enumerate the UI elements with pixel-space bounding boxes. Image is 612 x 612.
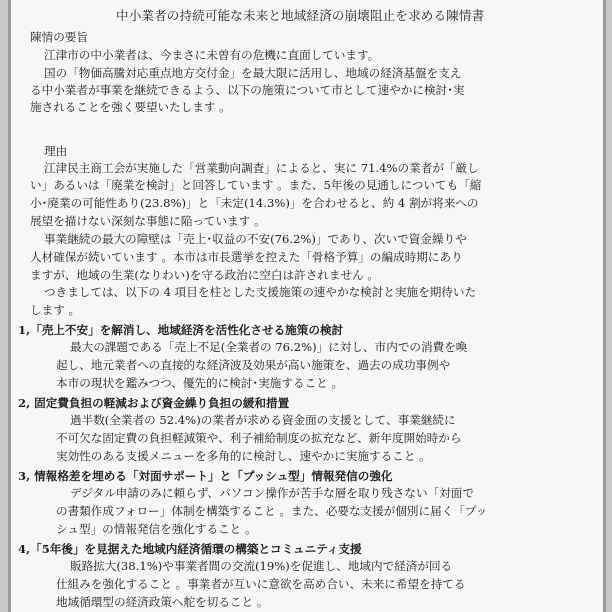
page-edge-left: [8, 0, 11, 612]
reason-heading: 理由: [44, 143, 68, 158]
item-line: 不可欠な固定費の負担軽減策や、利子補給制度の拡充など、新年度開始時から: [56, 431, 462, 446]
item-heading-2: 2, 固定費負担の軽減および資金繰り負担の緩和措置: [18, 395, 290, 410]
item-line: 販路拡大(38.1%)や事業者間の交流(19%)を促進し、地域内で経済が回る: [70, 559, 453, 574]
reason-line: 江津民主商工会が実施した「営業動向調査」によると、実に 71.4%の業者が「厳し: [44, 161, 479, 176]
reason-line: 展望を描けない深刻な事態に陥っています 。: [30, 214, 266, 229]
reason-line: 人材確保が続いています 。本市は市長選挙を控えた「骨格予算」の編成時期にあり: [30, 249, 463, 264]
reason-line: ますが、地域の生業(なりわい)を守る政治に空白は許されません 。: [30, 267, 379, 282]
item-heading-1: 1,「売上不安」を解消し、地域経済を活性化させる施策の検討: [18, 322, 344, 337]
item-line: デジタル申請のみに頼らず、パソコン操作が苦手な層を取り残さない「対面で: [70, 486, 474, 501]
reason-line: つきましては、以下の 4 項目を柱とした支援施策の速やかな検討と実施を期待いた: [44, 285, 477, 300]
summary-heading: 陳情の要旨: [30, 30, 88, 44]
item-heading-3: 3, 情報格差を埋める「対面サポート」と「プッシュ型」情報発信の強化: [18, 468, 393, 483]
summary-line: 江津市の中小業者は、今まさに未曽有の危機に直面しています。: [44, 47, 380, 62]
item-line: 最大の課題である「売上不足(全業者の 76.2%)」に対し、市内での消費を喚: [70, 340, 468, 355]
item-heading-4: 4,「5年後」を見据えた地域内経済循環の構築とコミュニティ支援: [18, 541, 362, 556]
item-line: 地域循環型の経済政策へ舵を切ること 。: [56, 595, 269, 609]
item-line: 起し、地元業者への直接的な経済波及効果が高い施策を、過去の成功事例や: [56, 358, 451, 373]
reason-line: 事業継続の最大の障壁は「売上･収益の不安(76.2%)」であり、次いで資金繰りや: [44, 231, 467, 246]
item-line: 本市の現状を鑑みつつ、優先的に検討･実施すること 。: [56, 376, 344, 391]
item-line: の書類作成フォロー」体制を構築すること 。また、必要な支援が個別に届く「プッ: [56, 504, 488, 519]
reason-line: 小･廃業の可能性あり(23.8%)」と「未定(14.3%)」を合わせると、約 4 割が将来への: [30, 196, 479, 211]
reason-line: します 。: [30, 303, 81, 318]
summary-line: る中小業者が事業を継続できるよう、以下の施策について市として速やかに検討･実: [30, 82, 465, 97]
item-line: シュ型」の情報発信を強化すること 。: [56, 522, 257, 537]
item-line: 仕組みを強化すること 。事業者が互いに意欲を高め合い、未来に希望を持てる: [56, 577, 466, 592]
document-page: [8, 0, 606, 612]
item-line: 実効性のある支援メニューを多角的に検討し、速やかに実施すること 。: [56, 449, 431, 464]
item-line: 過半数(全業者の 52.4%)の業者が求める資金面の支援として、事業継続に: [70, 413, 456, 428]
reason-line: い」あるいは「廃業を検討」と回答しています 。また、5年後の見通しについても「縮: [30, 178, 482, 193]
page-edge-right: [603, 0, 606, 612]
document-title: 中小業者の持続可能な未来と地域経済の崩壊阻止を求める陳情書: [116, 8, 485, 23]
summary-line: 施されることを強く要望いたします 。: [30, 100, 231, 115]
summary-line: 国の「物価高騰対応重点地方交付金」を最大限に活用し、地域の経済基盤を支え: [44, 65, 462, 80]
